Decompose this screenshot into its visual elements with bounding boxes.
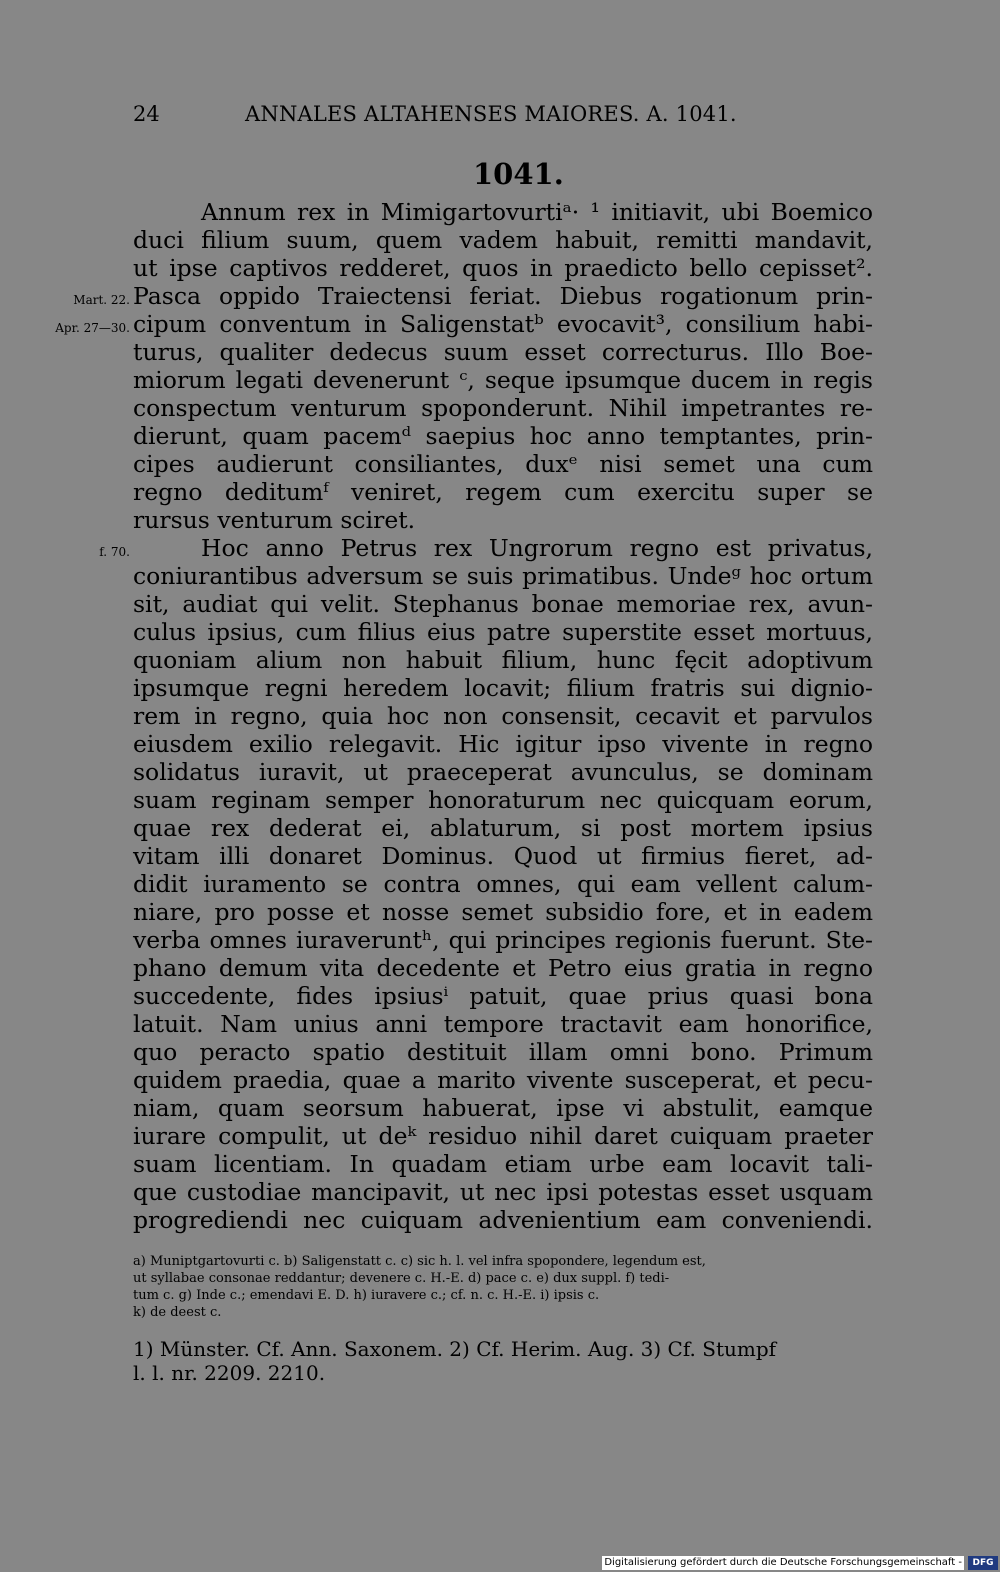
apparatus-note-line: ut syllabae consonae reddantur; devenere c. H.-E. d) pace c. e) dux suppl. f) tedi- <box>133 1271 670 1286</box>
body-line: Hoc anno Petrus rex Ungrorum regno est privatus, <box>201 534 873 562</box>
body-line: Pasca oppido Traiectensi feriat. Diebus rogationum prin- <box>133 282 873 310</box>
body-line: quidem praedia, quae a marito vivente susceperat, et pecu- <box>133 1066 873 1094</box>
body-line: ipsumque regni heredem locavit; filium fratris sui dignio- <box>133 674 873 702</box>
apparatus-note-line: tum c. g) Inde c.; emendavi E. D. h) iuravere c.; cf. n. c. H.-E. i) ipsis c. <box>133 1288 600 1303</box>
page-number: 24 <box>133 102 160 126</box>
body-line: eiusdem exilio relegavit. Hic igitur ipso vivente in regno <box>133 730 873 758</box>
margin-note-folio: f. 70. <box>99 545 130 559</box>
body-line: culus ipsius, cum filius eius patre superstite esset mortuus, <box>133 618 873 646</box>
body-line: latuit. Nam unius anni tempore tractavit eam honorifice, <box>133 1010 873 1038</box>
body-line: verba omnes iuraveruntʰ, qui principes regionis fuerunt. Ste- <box>133 926 873 954</box>
margin-note-apr: Apr. 27—30. <box>55 321 130 335</box>
body-line: solidatus iuravit, ut praeceperat avunculus, se dominam <box>133 758 873 786</box>
body-line: cipum conventum in Saligenstatᵇ evocavit³, consilium habi- <box>133 310 873 338</box>
body-line: duci filium suum, quem vadem habuit, remitti mandavit, <box>133 226 873 254</box>
body-line: miorum legati devenerunt ᶜ, seque ipsumque ducem in regis <box>133 366 873 394</box>
body-line: suam reginam semper honoraturum nec quicquam eorum, <box>133 786 873 814</box>
year-heading: 1041. <box>473 157 564 191</box>
footnote-line: 1) Münster. Cf. Ann. Saxonem. 2) Cf. Herim. Aug. 3) Cf. Stumpf <box>133 1337 777 1361</box>
body-line: succedente, fides ipsiusⁱ patuit, quae prius quasi bona <box>133 982 873 1010</box>
body-line: rursus venturum sciret. <box>133 506 416 534</box>
apparatus-note-line: a) Muniptgartovurti c. b) Saligenstatt c. c) sic h. l. vel infra spopondere, legendum est, <box>133 1254 706 1269</box>
body-line: suam licentiam. In quadam etiam urbe eam locavit tali- <box>133 1150 873 1178</box>
body-line: dierunt, quam pacemᵈ saepius hoc anno temptantes, prin- <box>133 422 873 450</box>
body-line: cipes audierunt consiliantes, duxᵉ nisi semet una cum <box>133 450 873 478</box>
footnote-line: l. l. nr. 2209. 2210. <box>133 1361 326 1385</box>
apparatus-note-line: k) de deest c. <box>133 1305 222 1320</box>
body-line: vitam illi donaret Dominus. Quod ut firmius fieret, ad- <box>133 842 873 870</box>
body-line: quae rex dederat ei, ablaturum, si post mortem ipsius <box>133 814 873 842</box>
body-line: phano demum vita decedente et Petro eius gratia in regno <box>133 954 873 982</box>
body-line: que custodiae mancipavit, ut nec ipsi potestas esset usquam <box>133 1178 873 1206</box>
margin-note-mart: Mart. 22. <box>73 293 130 307</box>
body-line: ut ipse captivos redderet, quos in praedicto bello cepisset². <box>133 254 873 282</box>
body-line: regno deditumᶠ veniret, regem cum exercitu super se <box>133 478 873 506</box>
body-line: progrediendi nec cuiquam advenientium eam conveniendi. <box>133 1206 873 1234</box>
body-line: didit iuramento se contra omnes, qui eam vellent calum- <box>133 870 873 898</box>
body-line: turus, qualiter dedecus suum esset correcturus. Illo Boe- <box>133 338 873 366</box>
body-line: quoniam alium non habuit filium, hunc fęcit adoptivum <box>133 646 873 674</box>
body-line: coniurantibus adversum se suis primatibus. Undeᵍ hoc ortum <box>133 562 873 590</box>
body-line: niam, quam seorsum habuerat, ipse vi abstulit, eamque <box>133 1094 873 1122</box>
body-line: quo peracto spatio destituit illam omni bono. Primum <box>133 1038 873 1066</box>
body-line: niare, pro posse et nosse semet subsidio fore, et in eadem <box>133 898 873 926</box>
running-title: ANNALES ALTAHENSES MAIORES. A. 1041. <box>245 102 737 126</box>
page-header <box>133 102 873 132</box>
body-line: Annum rex in Mimigartovurtiᵃ· ¹ initiavit, ubi Boemico <box>201 198 873 226</box>
digitization-credit: Digitalisierung gefördert durch die Deutsche Forschungsgemeinschaft - <box>604 1557 962 1568</box>
body-line: conspectum venturum spoponderunt. Nihil impetrantes re- <box>133 394 873 422</box>
body-line: iurare compulit, ut deᵏ residuo nihil daret cuiquam praeter <box>133 1122 873 1150</box>
dfg-logo: DFG <box>968 1556 998 1570</box>
body-line: sit, audiat qui velit. Stephanus bonae memoriae rex, avun- <box>133 590 873 618</box>
body-line: rem in regno, quia hoc non consensit, cecavit et parvulos <box>133 702 873 730</box>
